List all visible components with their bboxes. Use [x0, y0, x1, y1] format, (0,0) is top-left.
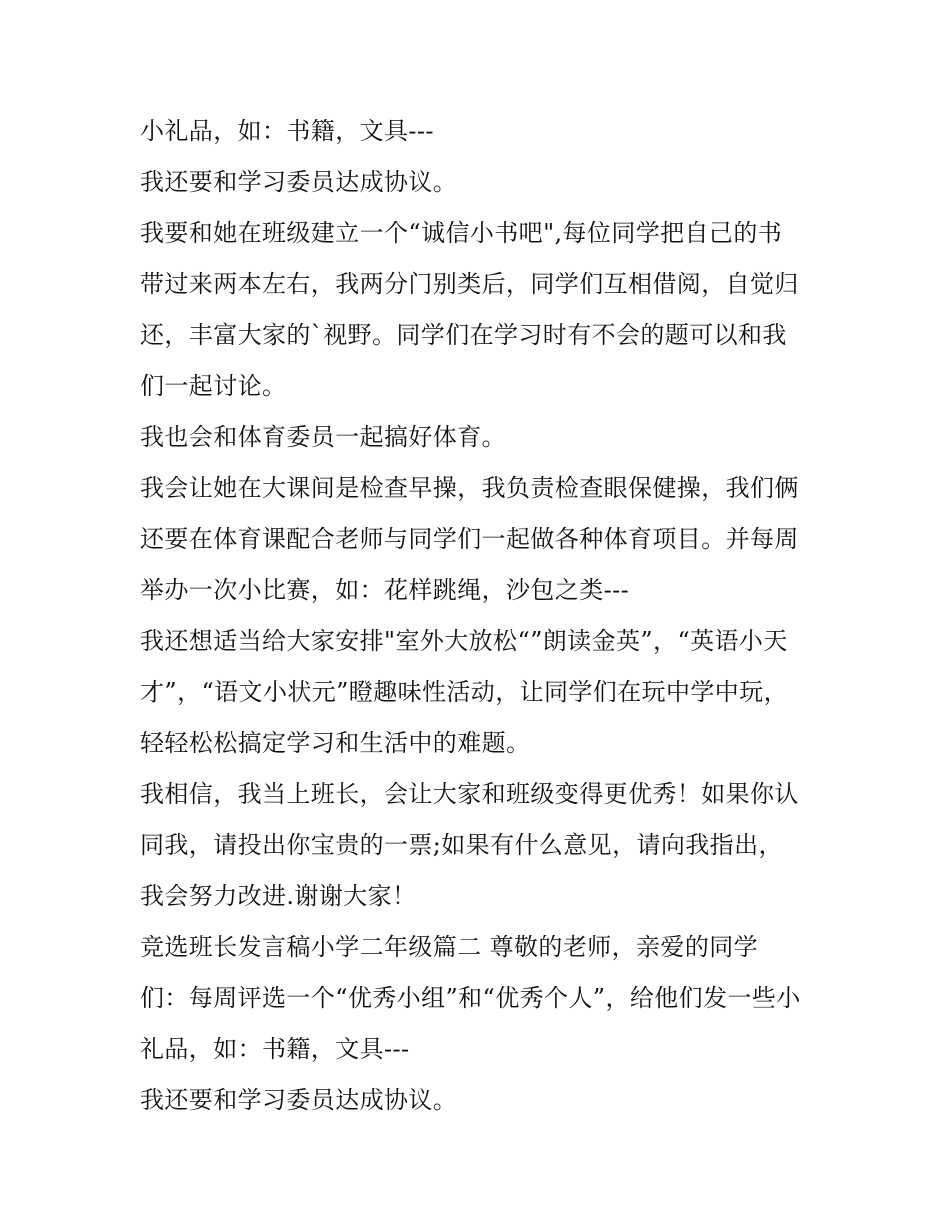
text-line: 还要在体育课配合老师与同学们一起做各种体育项目。并每周 [140, 525, 799, 553]
text-line: 小礼品，如：书籍，文具--- [140, 117, 434, 145]
text-line: 举办一次小比赛，如：花样跳绳，沙包之类--- [140, 576, 630, 604]
text-line: 我还要和学习委员达成协议。 [140, 168, 458, 196]
text-line: 竞选班长发言稿小学二年级篇二 尊敬的老师，亲爱的同学 [140, 933, 759, 961]
text-line: 们：每周评选一个“优秀小组”和“优秀个人”，给他们发一些小 [140, 984, 801, 1012]
text-line: 轻轻松松搞定学习和生活中的难题。 [140, 729, 531, 757]
text-line: 礼品，如：书籍，文具--- [140, 1035, 410, 1063]
text-line: 我要和她在班级建立一个“诚信小书吧",每位同学把自己的书 [140, 219, 783, 247]
document-body [140, 106, 830, 1126]
text-line: 同我，请投出你宝贵的一票;如果有什么意见，请向我指出， [140, 831, 783, 859]
text-line: 我会让她在大课间是检查早操，我负责检查眼保健操，我们俩 [140, 474, 799, 502]
text-line: 我相信，我当上班长，会让大家和班级变得更优秀！如果你认 [140, 780, 799, 808]
text-line: 我还想适当给大家安排"室外大放松“”朗读金英”，“英语小天 [140, 627, 788, 655]
text-line: 我会努力改进.谢谢大家！ [140, 882, 417, 910]
text-line: 带过来两本左右，我两分门别类后，同学们互相借阅，自觉归 [140, 270, 799, 298]
text-line: 我还要和学习委员达成协议。 [140, 1086, 458, 1114]
text-line: 才”，“语文小状元”瞪趣味性活动，让同学们在玩中学中玩， [140, 678, 789, 706]
text-line: 们一起讨论。 [140, 372, 287, 400]
text-line: 还，丰富大家的`视野。同学们在学习时有不会的题可以和我 [140, 321, 787, 349]
text-line: 我也会和体育委员一起搞好体育。 [140, 423, 506, 451]
